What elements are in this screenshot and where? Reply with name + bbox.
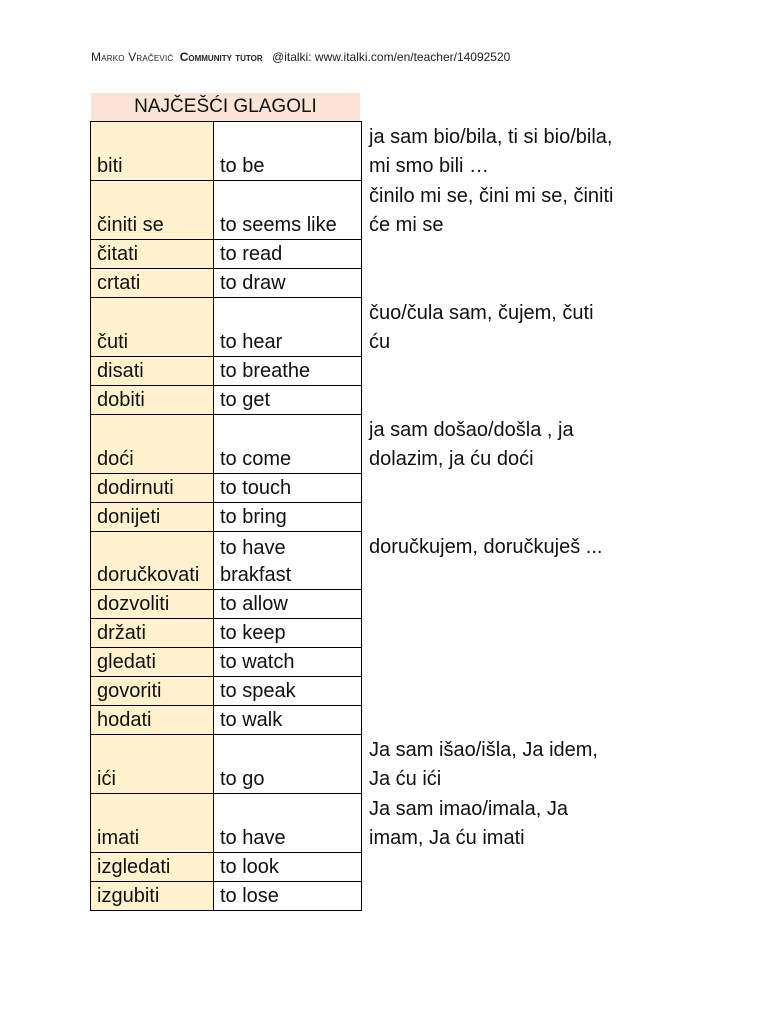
verb-english: to bring <box>214 503 362 532</box>
verb-note: činilo mi se, čini mi se, činiti će mi se <box>369 184 614 236</box>
verb-english: to get <box>214 386 362 415</box>
verb-english: to watch <box>214 648 362 677</box>
table-row <box>91 415 620 474</box>
verb-english: to allow <box>214 590 362 619</box>
verb-note <box>362 386 620 415</box>
table-title: NAJČEŠĆI GLAGOLI <box>91 93 360 121</box>
verb-english: to have <box>214 794 362 853</box>
verb-english: to lose <box>214 882 362 911</box>
page-header <box>91 50 510 64</box>
verb-note: Ja sam išao/išla, Ja idem, Ja ću ići <box>369 738 598 790</box>
verb-croatian: doći <box>91 415 214 474</box>
header-handle: @italki: www.italki.com/en/teacher/14092520 <box>272 50 511 64</box>
table-row <box>91 735 620 794</box>
table-row <box>91 853 620 882</box>
verb-croatian: izgledati <box>91 853 214 882</box>
verb-english: to have brakfast <box>214 532 362 590</box>
verb-croatian: doručkovati <box>91 532 214 590</box>
verb-english: to touch <box>214 474 362 503</box>
verb-english: to speak <box>214 677 362 706</box>
verb-english: to breathe <box>214 357 362 386</box>
verb-english: to go <box>214 735 362 794</box>
table-row <box>91 648 620 677</box>
verb-note <box>362 882 620 911</box>
verb-croatian: hodati <box>91 706 214 735</box>
verb-croatian: ići <box>91 735 214 794</box>
table-row <box>91 882 620 911</box>
table-row <box>91 357 620 386</box>
verb-croatian: dozvoliti <box>91 590 214 619</box>
verb-english: to keep <box>214 619 362 648</box>
header-author: Marko Vračević <box>91 50 174 64</box>
verb-croatian: držati <box>91 619 214 648</box>
verb-croatian: čitati <box>91 240 214 269</box>
verb-note <box>362 269 620 298</box>
verb-croatian: dobiti <box>91 386 214 415</box>
table-row <box>91 386 620 415</box>
verb-croatian: govoriti <box>91 677 214 706</box>
verb-croatian: donijeti <box>91 503 214 532</box>
table-row <box>91 181 620 240</box>
verb-note <box>362 619 620 648</box>
verb-note <box>362 590 620 619</box>
verb-english: to draw <box>214 269 362 298</box>
table-row <box>91 503 620 532</box>
verb-note <box>362 503 620 532</box>
verb-croatian: činiti se <box>91 181 214 240</box>
table-row <box>91 619 620 648</box>
verb-croatian: čuti <box>91 298 214 357</box>
verb-note <box>362 648 620 677</box>
verb-croatian: disati <box>91 357 214 386</box>
header-role: Community tutor <box>179 50 263 64</box>
table-row <box>91 706 620 735</box>
verb-english: to hear <box>214 298 362 357</box>
verb-note: čuo/čula sam, čujem, čuti ću <box>369 301 594 353</box>
verb-note <box>362 240 620 269</box>
verb-croatian: imati <box>91 794 214 853</box>
verb-croatian: gledati <box>91 648 214 677</box>
verb-english: to be <box>214 122 362 181</box>
verb-croatian: biti <box>91 122 214 181</box>
verb-note: ja sam došao/došla , ja dolazim, ja ću doći <box>369 418 574 470</box>
table-row <box>91 677 620 706</box>
table-row <box>91 794 620 853</box>
verb-english: to look <box>214 853 362 882</box>
table-row <box>91 240 620 269</box>
verb-note <box>362 357 620 386</box>
verb-english: to read <box>214 240 362 269</box>
table-row <box>91 532 620 590</box>
verb-croatian: dodirnuti <box>91 474 214 503</box>
verb-note <box>362 474 620 503</box>
verb-note <box>362 677 620 706</box>
verb-note: doručkujem, doručkuješ ... <box>369 535 603 558</box>
verb-english: to seems like <box>214 181 362 240</box>
verb-note: ja sam bio/bila, ti si bio/bila, mi smo bili … <box>369 125 613 177</box>
verb-english: to come <box>214 415 362 474</box>
table-row <box>91 269 620 298</box>
verb-english: to walk <box>214 706 362 735</box>
verb-croatian: izgubiti <box>91 882 214 911</box>
verb-note: Ja sam imao/imala, Ja imam, Ja ću imati <box>369 797 568 849</box>
verb-table <box>90 121 620 911</box>
table-row <box>91 474 620 503</box>
verb-note <box>362 706 620 735</box>
verb-croatian: crtati <box>91 269 214 298</box>
verb-note <box>362 853 620 882</box>
table-row <box>91 298 620 357</box>
table-row <box>91 590 620 619</box>
table-row <box>91 122 620 181</box>
